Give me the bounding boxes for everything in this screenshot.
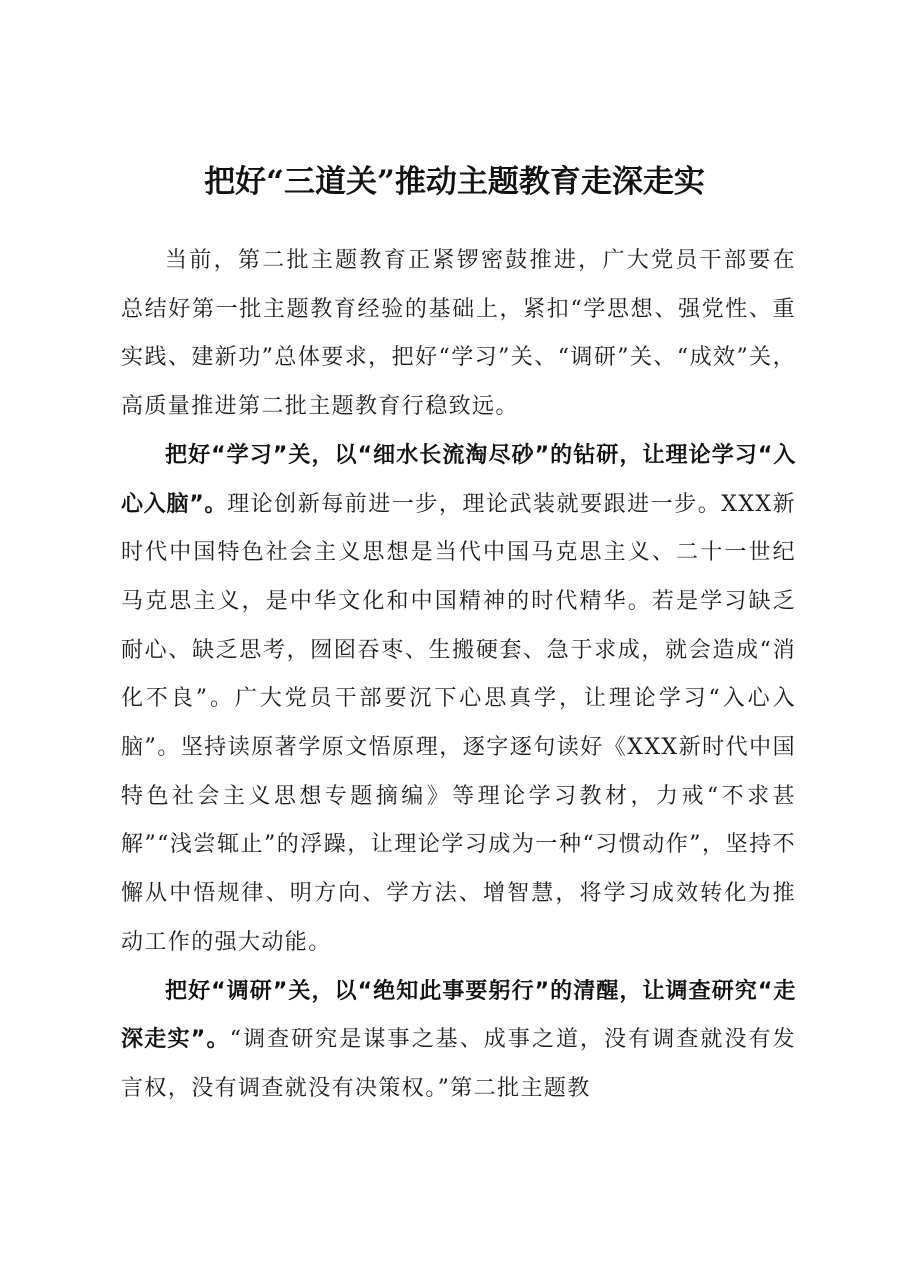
document-title: 把好“三道关”推动主题教育走深走实 xyxy=(204,164,705,200)
paragraph-research xyxy=(121,968,796,1114)
paragraph-text: “调查研究是谋事之基、成事之道，没有调查就没有发言权，没有调查就没有决策权。”第二批主题教 xyxy=(121,1027,796,1101)
document-body xyxy=(121,237,796,1114)
paragraph-lead: 把好“学习”关，以“细水长流淘尽砂”的钻研，让理论学习“入心入脑”。 xyxy=(121,442,796,517)
paragraph-text: 当前，第二批主题教育正紧锣密鼓推进，广大党员干部要在总结好第一批主题教育经验的基础上，紧扣“学思想、强党性、重实践、建新功”总体要求，把好“学习”关、“调研”关、“成效”关，高质量推进第二批主题教育行稳致远。 xyxy=(121,248,796,420)
paragraph-intro xyxy=(121,237,796,432)
paragraph-text: 理论创新每前进一步，理论武装就要跟进一步。XXX新时代中国特色社会主义思想是当代中国马克思主义、二十一世纪马克思主义，是中华文化和中国精神的时代精华。若是学习缺乏耐心、缺乏思考，囫囵吞枣、生搬硬套、急于求成，就会造成“消化不良”。广大党员干部要沉下心思真学，让理论学习“入心入脑”。坚持读原著学原文悟原理，逐字逐句读好《XXX新时代中国特色社会主义思想专题摘编》等理论学习教材，力戒“不求甚解”“浅尝辄止”的浮躁，让理论学习成为一种“习惯动作”，坚持不懈从中悟规律、明方向、学方法、增智慧，将学习成效转化为推动工作的强大动能。 xyxy=(121,491,796,955)
paragraph-study xyxy=(121,432,796,968)
paragraph-lead: 把好“调研”关，以“绝知此事要躬行”的清醒，让调查研究“走深走实”。 xyxy=(121,978,796,1053)
